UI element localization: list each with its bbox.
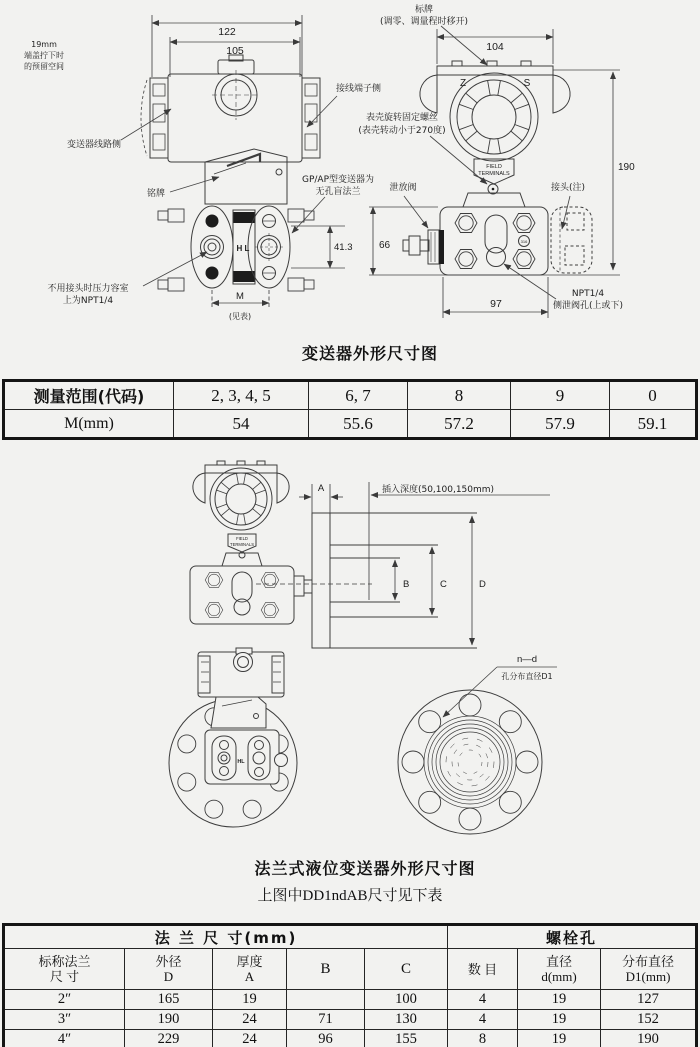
- m-value-cell: 57.9: [511, 410, 610, 439]
- tag-label: 标牌: [414, 5, 434, 15]
- case-screw-label: (表壳转动小于270度): [358, 126, 446, 136]
- reserve-space-label: 的预留空间: [24, 62, 64, 71]
- zero-letter: Z: [459, 78, 467, 89]
- header-line: d(mm): [541, 969, 577, 984]
- outer-diameter-header: [125, 949, 213, 990]
- mounting-flange-plate: [312, 513, 330, 648]
- header-line: D: [163, 969, 174, 984]
- dim-190-label: 190: [618, 162, 635, 173]
- table-cell: 71: [287, 1010, 365, 1030]
- housing-body: [168, 74, 302, 162]
- dim-122-label: 122: [218, 26, 236, 38]
- removed-cover-outline: [141, 80, 147, 156]
- range-code-cell: 8: [408, 381, 511, 410]
- table-cell: [287, 990, 365, 1010]
- blind-flange-label: GP/AP型变送器为: [301, 175, 375, 185]
- header-line: 厚度: [236, 954, 263, 969]
- thickness-header: [213, 949, 287, 990]
- c-header: C: [365, 949, 448, 990]
- table-cell: 152: [601, 1010, 697, 1030]
- bolt-circle-diameter-label: 孔分布直径D1: [501, 672, 553, 681]
- table-cell: 19: [518, 990, 601, 1010]
- flange-face-view: [398, 667, 557, 834]
- reserve-space-label: 端盖拧下时: [24, 51, 64, 60]
- field-terminals-text: FIELD: [236, 536, 248, 541]
- table-cell: 190: [125, 1010, 213, 1030]
- m-value-cell: 55.6: [309, 410, 408, 439]
- right-wing: [553, 75, 570, 113]
- neck-small: [222, 553, 262, 566]
- terminal-side-label: 接线端子侧: [336, 84, 382, 94]
- m-value-cell: 57.2: [408, 410, 511, 439]
- b-header: B: [287, 949, 365, 990]
- table-cell: 19: [213, 990, 287, 1010]
- dim-m-label: M: [236, 291, 244, 302]
- m-value-cell: 59.1: [610, 410, 697, 439]
- m-value-cell: 54: [174, 410, 309, 439]
- table-cell: 96: [287, 1030, 365, 1047]
- table-cell: 4: [448, 990, 518, 1010]
- side-drain-hole: [487, 248, 506, 267]
- header-line: 外径: [155, 954, 182, 969]
- hl-port-letters: H L: [236, 244, 250, 253]
- figure1-title: 变送器外形尺寸图: [301, 344, 438, 363]
- table-cell: 229: [125, 1030, 213, 1047]
- bolt-hole-pattern: [402, 694, 538, 830]
- flange-size-group-header: 法 兰 尺 寸(mm): [4, 925, 448, 949]
- circuit-side-label: 变送器线路侧: [66, 140, 122, 150]
- figure2-subtitle: 上图中DD1ndAB尺寸见下表: [257, 888, 443, 904]
- manifold-small: [190, 566, 312, 624]
- hl-port-letters: HL: [237, 759, 245, 765]
- dim-d-label: D: [479, 579, 486, 590]
- dim-m-note: (见表): [228, 312, 252, 321]
- dim-b-label: B: [403, 579, 410, 590]
- table-cell: 3″: [4, 1010, 125, 1030]
- range-header-cell: 测量范围(代码): [4, 381, 174, 410]
- header-line: 直径: [546, 954, 573, 969]
- header-line: A: [244, 969, 255, 984]
- flange-transmitter-drawing: [0, 450, 700, 850]
- table-cell: 155: [365, 1030, 448, 1047]
- housing-left-cap: [141, 78, 168, 158]
- case-screw-label: 表壳旋转固定螺丝: [365, 113, 439, 123]
- drain-valve-label: 泄放阀: [389, 183, 417, 193]
- raised-face-rings: [424, 716, 516, 808]
- insertion-depth-label: 插入深度(50,100,150mm): [381, 485, 495, 495]
- bolt-circle-header: [601, 949, 697, 990]
- bolt-count-note: n—d: [516, 654, 538, 665]
- drain-valve: [403, 230, 444, 264]
- dim-66-label: 66: [379, 240, 391, 251]
- housing-right-cap: [302, 78, 320, 158]
- dim-a-label: A: [317, 483, 325, 494]
- top-boss: [212, 55, 260, 120]
- nominal-size-header: [4, 949, 125, 990]
- optional-connector-outline: [551, 207, 592, 273]
- reserve-space-label: 19mm: [31, 40, 57, 49]
- table-cell: 19: [518, 1010, 601, 1030]
- table-cell: 127: [601, 990, 697, 1010]
- table-cell: 190: [601, 1030, 697, 1047]
- table-row: [4, 1030, 697, 1047]
- measuring-range-table: [2, 379, 698, 440]
- table-row: [4, 949, 697, 990]
- bolt-count-header: 数 目: [448, 949, 518, 990]
- dim-41-3-label: 41.3: [334, 242, 353, 253]
- range-code-cell: 6, 7: [309, 381, 408, 410]
- right-oval-flange: [248, 206, 290, 288]
- dim-c-label: C: [440, 579, 447, 590]
- table-cell: 100: [365, 990, 448, 1010]
- table-cell: 165: [125, 990, 213, 1010]
- npt-drain-label: 侧泄阀孔(上或下): [552, 301, 624, 311]
- table-cell: 19: [518, 1030, 601, 1047]
- valve-manifold: [440, 207, 548, 275]
- range-code-cell: 9: [511, 381, 610, 410]
- header-line: D1(mm): [625, 969, 671, 984]
- range-code-cell: 0: [610, 381, 697, 410]
- table-row: [4, 381, 697, 410]
- flange-outer-circle: [398, 690, 542, 834]
- npt-drain-label: NPT1/4: [571, 289, 605, 299]
- bolt-diameter-header: [518, 949, 601, 990]
- range-code-cell: 2, 3, 4, 5: [174, 381, 309, 410]
- connector-label: 接头(注): [550, 183, 586, 193]
- header-line: 尺 寸: [49, 969, 80, 984]
- span-letter: S: [523, 78, 531, 89]
- header-line: 分布直径: [622, 954, 675, 969]
- neck: [463, 193, 525, 207]
- field-terminals-text: TERMINALS: [230, 542, 254, 547]
- table-cell: 2″: [4, 990, 125, 1010]
- figure2-title: 法兰式液位变送器外形尺寸图: [254, 859, 476, 878]
- nameplate-label: 铭牌: [146, 189, 166, 199]
- npt-note-label: 上为NPT1/4: [62, 296, 114, 306]
- nameplate-neck: [205, 149, 287, 204]
- left-oval-flange: [191, 206, 233, 288]
- bolt-holes-group-header: 螺栓孔: [448, 925, 697, 949]
- table-cell: 24: [213, 1010, 287, 1030]
- table-cell: 4: [448, 1010, 518, 1030]
- dim-97-label: 97: [490, 298, 502, 310]
- table-row: [4, 990, 697, 1010]
- npt-note-label: 不用接头时压力容室: [47, 284, 129, 294]
- left-wing: [420, 75, 437, 113]
- table-cell: 24: [213, 1030, 287, 1047]
- right-view-labels: [358, 3, 635, 311]
- table-row: [4, 410, 697, 439]
- tag-label: (调零、调量程时移开): [379, 17, 469, 27]
- dim-104-label: 104: [486, 41, 504, 53]
- table-cell: 8: [448, 1030, 518, 1047]
- flange-dimension-table: [2, 923, 698, 1047]
- blind-flange-label: 无孔盲法兰: [315, 187, 361, 197]
- field-terminals-text: TERMINALS: [478, 171, 510, 177]
- transmitter-outline-drawing: [0, 0, 700, 340]
- m-row-label-cell: M(mm): [4, 410, 174, 439]
- table-cell: 4″: [4, 1030, 125, 1047]
- flange-view-dimensions: [299, 482, 550, 645]
- dim-105-label: 105: [226, 45, 244, 57]
- header-line: 标称法兰: [38, 954, 91, 969]
- field-terminals-text: FIELD: [486, 164, 502, 170]
- side-view-transmitter: [141, 55, 320, 291]
- badge-316-text: 316: [520, 239, 528, 244]
- table-cell: 130: [365, 1010, 448, 1030]
- left-view-labels: [24, 26, 381, 321]
- flange-front-view: [169, 648, 297, 827]
- table-row: [4, 925, 697, 949]
- table-row: [4, 1010, 697, 1030]
